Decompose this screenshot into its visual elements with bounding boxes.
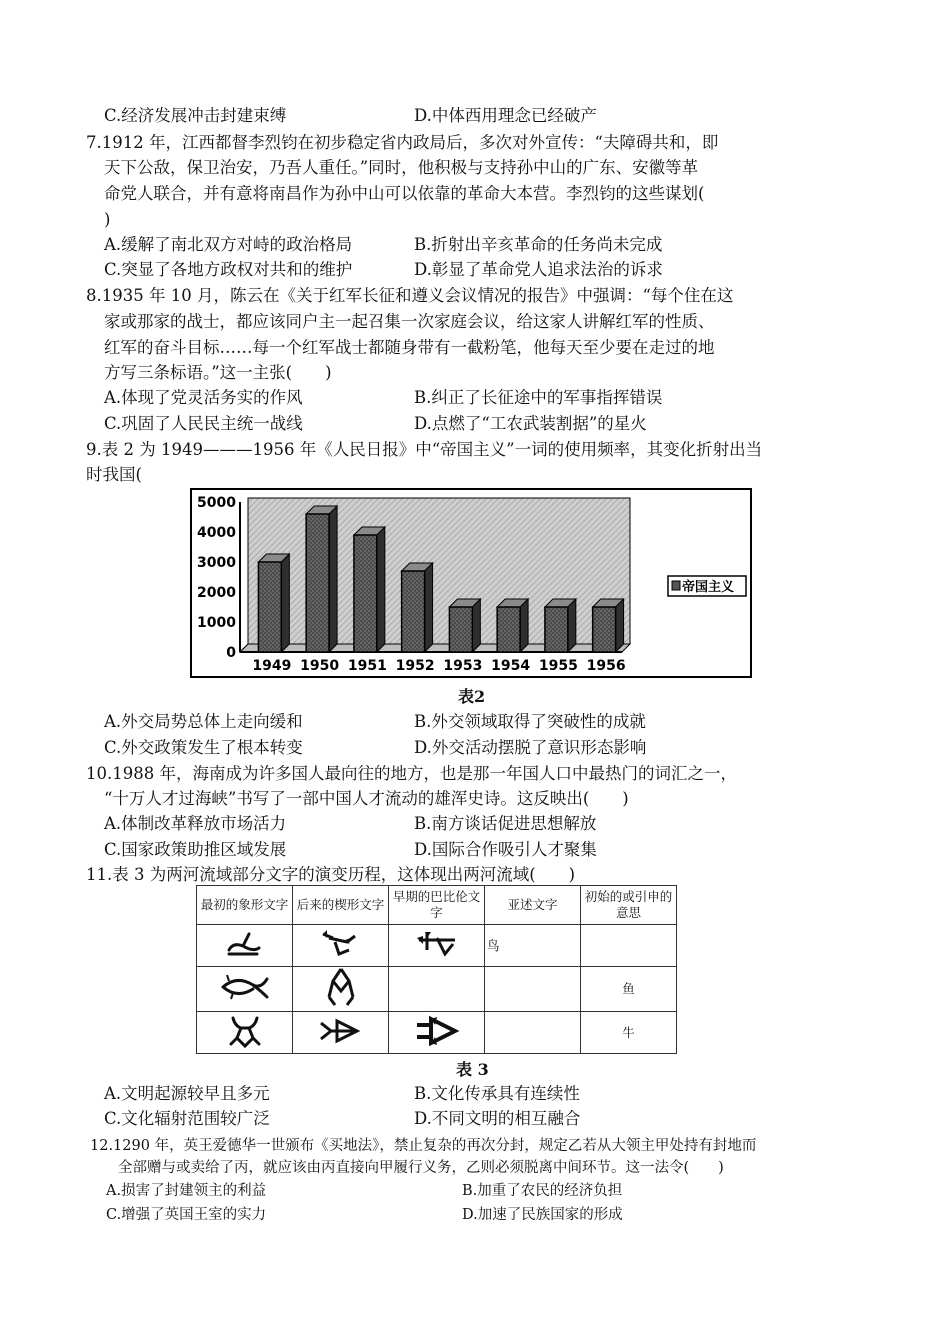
table-header: 亚述文字 xyxy=(485,886,581,925)
y-tick-label: 2000 xyxy=(197,585,236,601)
table-cell xyxy=(293,967,389,1012)
bar xyxy=(449,607,472,652)
table-cell xyxy=(389,967,485,1012)
x-tick-label: 1955 xyxy=(538,658,578,674)
fish-pictograph-icon xyxy=(219,971,271,1003)
q12-option-a: A.损害了封建领主的利益 xyxy=(106,1183,267,1199)
q8-stem-line-2: 家或那家的战士，都应该同户主一起召集一次家庭会议，给这家人讲解红军的性质、 xyxy=(104,312,715,331)
q12-option-d: D.加速了民族国家的形成 xyxy=(462,1207,623,1223)
script-evolution-table xyxy=(196,885,677,1054)
table-cell xyxy=(581,1012,677,1054)
y-tick-label: 5000 xyxy=(197,495,236,511)
q10-option-b: B.南方谈话促进思想解放 xyxy=(414,814,597,833)
frequency-bar-chart xyxy=(190,488,752,678)
table-header: 早期的巴比伦文字 xyxy=(389,886,485,925)
y-tick-label: 3000 xyxy=(197,555,236,571)
chart-caption: 表2 xyxy=(458,687,486,706)
table-cell xyxy=(197,1012,293,1054)
bar-side xyxy=(281,554,289,652)
q6-option-c: C.经济发展冲击封建束缚 xyxy=(104,106,287,125)
bar xyxy=(402,571,425,652)
q9-stem-line-2: 时我国( xyxy=(86,465,142,484)
bird-wedge-icon xyxy=(319,928,363,960)
x-tick-label: 1949 xyxy=(252,658,292,674)
bar xyxy=(497,607,520,652)
q8-stem-line-1: 8.1935 年 10 月，陈云在《关于红军长征和遵义会议情况的报告》中强调：“每个住在这 xyxy=(86,286,734,305)
q9-stem-line-1: 9.表 2 为 1949———1956 年《人民日报》中“帝国主义”一词的使用频率，其变化折射出当 xyxy=(86,440,763,459)
q7-stem-line-1: 7.1912 年，江西都督李烈钧在初步稳定省内政局后，多次对外宣传：“夫障碍共和，即 xyxy=(86,133,719,152)
q11-option-a: A.文明起源较早且多元 xyxy=(104,1084,270,1103)
table-cell xyxy=(197,967,293,1012)
bar-side xyxy=(425,563,433,652)
x-tick-label: 1956 xyxy=(586,658,626,674)
x-tick-label: 1953 xyxy=(443,658,483,674)
bar-side xyxy=(377,527,385,652)
ox-pictograph-icon xyxy=(225,1014,265,1048)
table-cell xyxy=(197,925,293,967)
q9-option-c: C.外交政策发生了根本转变 xyxy=(104,738,303,757)
x-tick-label: 1952 xyxy=(395,658,435,674)
q7-option-b: B.折射出辛亥革命的任务尚未完成 xyxy=(414,235,663,254)
bar-side xyxy=(616,599,624,652)
chart-legend xyxy=(668,576,746,596)
y-tick-label: 1000 xyxy=(197,615,236,631)
meaning-bird-label: 鸟 xyxy=(487,937,500,953)
table-header: 最初的象形文字 xyxy=(197,886,293,925)
table-caption: 表 3 xyxy=(456,1060,489,1079)
chart-canvas xyxy=(192,490,750,676)
table-cell xyxy=(389,1012,485,1054)
ox-wedge-icon xyxy=(317,1015,365,1047)
table-cell xyxy=(485,925,581,967)
q8-option-a: A.体现了党灵活务实的作风 xyxy=(104,388,303,407)
meaning-fish-label: 鱼 xyxy=(622,981,635,996)
q8-option-b: B.纠正了长征途中的军事指挥错误 xyxy=(414,388,663,407)
bird-babylonian-icon xyxy=(415,928,459,960)
q7-stem-line-2: 天下公敌，保卫治安，乃吾人重任。”同时，他积极与支持孙中山的广东、安徽等革 xyxy=(104,158,699,177)
ox-babylonian-icon xyxy=(413,1015,461,1047)
legend-swatch xyxy=(672,581,680,590)
legend-label: 帝国主义 xyxy=(682,580,735,595)
bar-side xyxy=(472,599,480,652)
table-cell xyxy=(293,925,389,967)
table-header-row xyxy=(197,886,677,925)
q12-option-c: C.增强了英国王室的实力 xyxy=(106,1207,267,1223)
bird-pictograph-icon xyxy=(223,928,267,960)
q7-option-c: C.突显了各地方政权对共和的维护 xyxy=(104,260,353,279)
table-row xyxy=(197,1012,677,1054)
q11-option-d: D.不同文明的相互融合 xyxy=(414,1109,581,1128)
x-tick-label: 1951 xyxy=(347,658,387,674)
q8-option-d: D.点燃了“工农武装割据”的星火 xyxy=(414,414,647,433)
bar-side xyxy=(568,599,576,652)
q7-option-d: D.彰显了革命党人追求法治的诉求 xyxy=(414,260,663,279)
q10-stem-line-2: “十万人才过海峡”书写了一部中国人才流动的雄浑史诗。这反映出( ) xyxy=(104,789,629,808)
q10-option-a: A.体制改革释放市场活力 xyxy=(104,814,287,833)
bar-side xyxy=(329,506,337,652)
q7-option-a: A.缓解了南北双方对峙的政治格局 xyxy=(104,235,353,254)
q10-stem-line-1: 10.1988 年，海南成为许多国人最向往的地方，也是那一年国人口中最热门的词汇之一， xyxy=(86,764,737,783)
table-cell xyxy=(293,1012,389,1054)
table-header: 初始的或引申的意思 xyxy=(581,886,677,925)
table-cell xyxy=(581,967,677,1012)
q11-stem-line-1: 11.表 3 为两河流域部分文字的演变历程，这体现出两河流域( ) xyxy=(86,865,576,884)
q7-stem-line-3: 命党人联合，并有意将南昌作为孙中山可以依靠的革命大本营。李烈钧的这些谋划( xyxy=(104,184,705,203)
q9-option-d: D.外交活动摆脱了意识形态影响 xyxy=(414,738,647,757)
q9-option-b: B.外交领域取得了突破性的成就 xyxy=(414,712,646,731)
q8-stem-line-4: 方写三条标语。”这一主张( ) xyxy=(104,363,332,382)
table-cell xyxy=(485,967,581,1012)
q10-option-d: D.国际合作吸引人才聚集 xyxy=(414,840,597,859)
bar xyxy=(545,607,568,652)
bar xyxy=(593,607,616,652)
q12-stem-line-1: 12.1290 年，英王爱德华一世颁布《买地法》，禁止复杂的再次分封，规定乙若从大领主甲处持有封地而 xyxy=(90,1138,757,1154)
q11-option-c: C.文化辐射范围较广泛 xyxy=(104,1109,270,1128)
q8-stem-line-3: 红军的奋斗目标……每一个红军战士都随身带有一截粉笔，他每天至少要在走过的地 xyxy=(104,338,715,357)
fish-wedge-icon xyxy=(319,967,363,1007)
q11-option-b: B.文化传承具有连续性 xyxy=(414,1084,580,1103)
table-row xyxy=(197,967,677,1012)
table-row xyxy=(197,925,677,967)
y-tick-label: 4000 xyxy=(197,525,236,541)
meaning-ox-label: 牛 xyxy=(622,1024,635,1040)
x-tick-label: 1950 xyxy=(300,658,340,674)
q9-option-a: A.外交局势总体上走向缓和 xyxy=(104,712,303,731)
q12-stem-line-2: 全部赠与或卖给了丙，就应该由丙直接向甲履行义务，乙则必须脱离中间环节。这一法令( ) xyxy=(118,1160,724,1176)
y-tick-label: 0 xyxy=(226,645,236,661)
x-tick-label: 1954 xyxy=(491,658,531,674)
bar xyxy=(258,562,281,652)
q6-option-d: D.中体西用理念已经破产 xyxy=(414,106,597,125)
q10-option-c: C.国家政策助推区域发展 xyxy=(104,840,287,859)
table-header: 后来的楔形文字 xyxy=(293,886,389,925)
table-cell xyxy=(389,925,485,967)
bar xyxy=(354,535,377,652)
q7-stem-line-4: ) xyxy=(104,210,111,229)
table-cell xyxy=(485,1012,581,1054)
q12-option-b: B.加重了农民的经济负担 xyxy=(462,1183,623,1199)
bar-side xyxy=(520,599,528,652)
table-cell xyxy=(581,925,677,967)
bar xyxy=(306,514,329,652)
q8-option-c: C.巩固了人民民主统一战线 xyxy=(104,414,303,433)
